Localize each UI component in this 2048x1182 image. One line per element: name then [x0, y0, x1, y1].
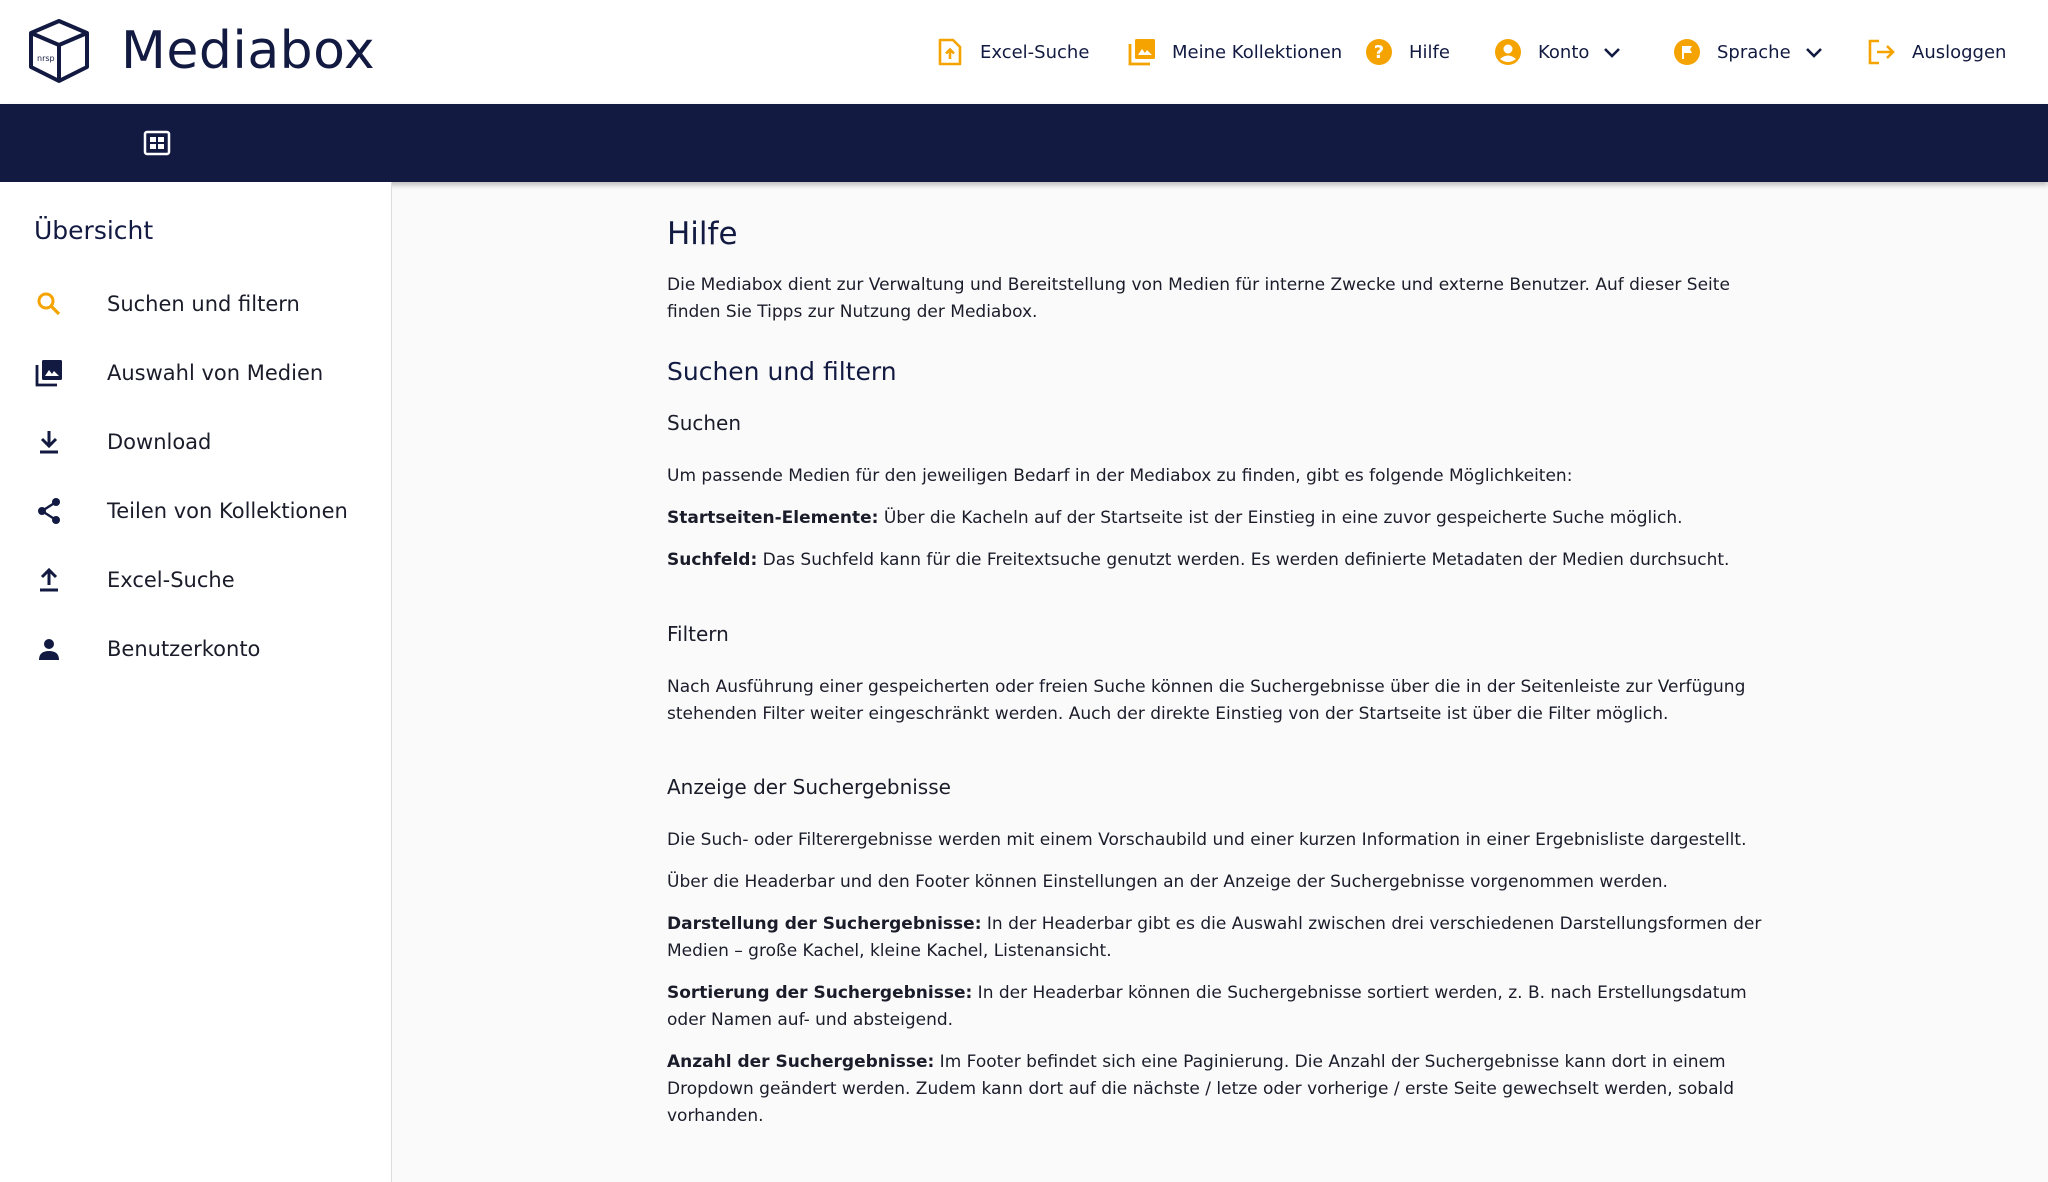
sidebar-item-label: Teilen von Kollektionen [107, 499, 348, 523]
person-icon [34, 634, 64, 664]
sidebar-item-label: Benutzerkonto [107, 637, 261, 661]
nav-excel-suche[interactable] [934, 32, 1089, 72]
file-upload-icon [934, 36, 966, 68]
results-text-1: Die Such- oder Filterergebnisse werden mit einem Vorschaubild und einer kurzen Information in einer Ergebnisliste dargestellt. [667, 830, 1747, 850]
nav-label: Excel-Suche [980, 41, 1090, 63]
grid-view-icon[interactable] [143, 130, 171, 156]
nav-hilfe[interactable] [1363, 32, 1450, 72]
page-title: Hilfe [667, 216, 738, 252]
photo-library-icon [34, 358, 64, 388]
nav-label: Hilfe [1409, 41, 1450, 63]
sidebar-item-label: Auswahl von Medien [107, 361, 324, 385]
sidebar-item-download[interactable] [0, 412, 391, 472]
chevron-down-icon [1601, 41, 1623, 63]
searchfield-text: Suchfeld: Das Suchfeld kann für die Freitextsuche genutzt werden. Es werden definierte Metadaten der Medien durchsucht. [667, 550, 1730, 570]
brand-title[interactable]: Mediabox [121, 21, 376, 81]
svg-text:?: ? [1373, 42, 1385, 63]
subheading-search: Suchen [667, 411, 742, 435]
download-icon [34, 427, 64, 457]
section-heading-search: Suchen und filtern [667, 357, 897, 386]
sidebar-item-suchen-und-filtern[interactable] [0, 274, 391, 334]
nav-sprache[interactable] [1671, 32, 1825, 72]
nav-label: Ausloggen [1912, 41, 2007, 63]
sidebar [0, 182, 392, 1182]
sidebar-item-excel-suche[interactable] [0, 550, 391, 610]
sub-navigation-bar [0, 104, 2048, 182]
sidebar-item-label: Excel-Suche [107, 568, 235, 592]
sidebar-item-teilen-von-kollektionen[interactable] [0, 481, 391, 541]
sidebar-item-label: Suchen und filtern [107, 292, 300, 316]
display-results-text: Darstellung der Suchergebnisse: In der Headerbar gibt es die Auswahl zwischen drei verschiedenen Darstellungsformen der Medien – große Kachel, kleine Kachel, Listenansicht. [667, 914, 1762, 961]
filter-text: Nach Ausführung einer gespeicherten oder freien Suche können die Suchergebnisse über die in der Seitenleiste zur Verfügung stehenden Filter weiter eingeschränkt werden. Auch der direkte Einstieg von der Startseite ist über die Filter möglich. [667, 677, 1746, 724]
nav-label: Meine Kollektionen [1172, 41, 1343, 63]
count-results-text: Anzahl der Suchergebnisse: Im Footer befindet sich eine Paginierung. Die Anzahl der Suchergebnisse kann dort in einem Dropdown geändert werden. Zudem kann dort auf die nächste / letze oder vorherige / erste Seite gewechselt werden, sobald vorhanden. [667, 1052, 1734, 1126]
nav-meine-kollektionen[interactable] [1126, 32, 1342, 72]
flag-icon [1671, 36, 1703, 68]
sidebar-title: Übersicht [34, 216, 154, 245]
subheading-results: Anzeige der Suchergebnisse [667, 775, 951, 799]
search-icon [34, 289, 64, 319]
sidebar-item-label: Download [107, 430, 212, 454]
share-icon [34, 496, 64, 526]
upload-icon [34, 565, 64, 595]
nav-ausloggen[interactable] [1866, 32, 2006, 72]
mediabox-logo-icon[interactable] [26, 17, 92, 85]
subheading-filter: Filtern [667, 622, 729, 646]
search-intro-text: Um passende Medien für den jeweiligen Bedarf in der Mediabox zu finden, gibt es folgende Möglichkeiten: [667, 466, 1573, 486]
chevron-down-icon [1803, 41, 1825, 63]
svg-text:nrsp: nrsp [37, 54, 55, 63]
logout-icon [1866, 36, 1898, 68]
top-bar [0, 0, 2048, 104]
intro-text: Die Mediabox dient zur Verwaltung und Bereitstellung von Medien für interne Zwecke und externe Benutzer. Auf dieser Seite finden Sie Tipps zur Nutzung der Mediabox. [667, 275, 1730, 322]
sort-results-text: Sortierung der Suchergebnisse: In der Headerbar können die Suchergebnisse sortiert werden, z. B. nach Erstellungsdatum oder Namen auf- und absteigend. [667, 983, 1747, 1030]
collections-icon [1126, 36, 1158, 68]
nav-konto[interactable] [1492, 32, 1623, 72]
nav-label: Sprache [1717, 41, 1791, 63]
account-icon [1492, 36, 1524, 68]
help-icon [1363, 36, 1395, 68]
startpage-elements-text: Startseiten-Elemente: Über die Kacheln auf der Startseite ist der Einstieg in eine zuvor gespeicherte Suche möglich. [667, 508, 1683, 528]
sidebar-item-auswahl-von-medien[interactable] [0, 343, 391, 403]
nav-label: Konto [1538, 41, 1590, 63]
results-text-2: Über die Headerbar und den Footer können Einstellungen an der Anzeige der Suchergebnisse vorgenommen werden. [667, 872, 1668, 892]
sidebar-item-benutzerkonto[interactable] [0, 619, 391, 679]
